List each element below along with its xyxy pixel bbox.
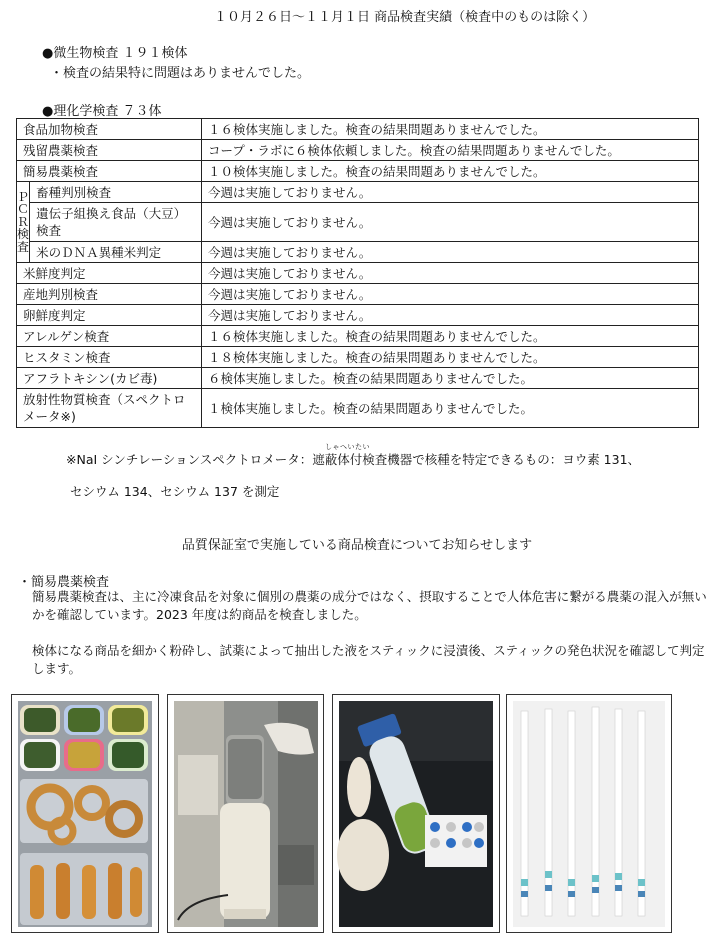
footnote-line-2: セシウム 134、セシウム 137 を測定 [70, 484, 280, 499]
row-result: １０検体実施しました。検査の結果問題ありませんでした。 [202, 161, 699, 182]
table-row [17, 203, 699, 242]
frozen-foods-image [12, 695, 158, 932]
notice-title: 品質保証室で実施している商品検査についてお知らせします [181, 538, 533, 553]
row-name: アフラトキシン(カビ毒) [17, 368, 202, 389]
pcr-label-text: Ｐ Ｃ Ｒ 検 査 [17, 189, 30, 254]
row-result: 今週は実施しておりません。 [202, 305, 699, 326]
table-row [17, 161, 699, 182]
row-result: 今週は実施しておりません。 [202, 242, 699, 263]
row-name: アレルゲン検査 [17, 326, 202, 347]
photo-blender [167, 694, 324, 933]
photo-test-tube [332, 694, 500, 933]
photo-frozen-foods [11, 694, 159, 933]
table-row [17, 389, 699, 428]
row-name: 畜種判別検査 [30, 182, 202, 203]
row-name: ヒスタミン検査 [17, 347, 202, 368]
table-row [17, 347, 699, 368]
simple-paragraph-2: 検体になる商品を細かく粉砕し、試薬によって抽出した液をスティックに浸漬後、スティックの発色状況を確認して判定します。 [32, 643, 705, 676]
row-result: １６検体実施しました。検査の結果問題ありませんでした。 [202, 326, 699, 347]
simple-heading: ・簡易農薬検査 [18, 575, 110, 590]
table-row [17, 368, 699, 389]
test-strips-image [507, 695, 671, 932]
row-name: 遺伝子組換え食品（大豆）検査 [30, 203, 202, 242]
pcr-label [17, 182, 30, 263]
row-result: １８検体実施しました。検査の結果問題ありませんでした。 [202, 347, 699, 368]
row-name: 簡易農薬検査 [17, 161, 202, 182]
ruby-annotation: しゃへいたい [325, 443, 370, 451]
simple-paragraph-1: 簡易農薬検査は、主に冷凍食品を対象に個別の農薬の成分ではなく、摂取することで人体危害に繋がる農薬の混入が無いかを確認しています。2023 年度は約商品を検査しました。 [32, 589, 707, 622]
table-row [17, 326, 699, 347]
row-result: １６検体実施しました。検査の結果問題ありませんでした。 [202, 119, 699, 140]
row-result: ６検体実施しました。検査の結果問題ありませんでした。 [202, 368, 699, 389]
row-result: 今週は実施しておりません。 [202, 263, 699, 284]
row-name: 米鮮度判定 [17, 263, 202, 284]
micro-result: ・検査の結果特に問題はありませんでした。 [50, 66, 311, 81]
row-name: 米のＤＮＡ異種米判定 [30, 242, 202, 263]
photo-test-strips [506, 694, 672, 933]
chem-heading: ●理化学検査 ７３体 [42, 104, 162, 119]
page-title: １０月２６日～１１月１日 商品検査実績（検査中のものは除く） [214, 10, 596, 25]
blender-image [168, 695, 323, 932]
row-name: 卵鮮度判定 [17, 305, 202, 326]
row-name: 食品加物検査 [17, 119, 202, 140]
footnote-line-1: ※NaI シンチレーションスペクトロメータ：遮蔽体付検査機器で核種を特定できるもの：ヨウ素 131、 [66, 452, 641, 467]
table-row [17, 284, 699, 305]
table-row [17, 242, 699, 263]
row-name: 放射性物質検査（スペクトロメータ※) [17, 389, 202, 428]
table-row [17, 119, 699, 140]
table-row [17, 140, 699, 161]
table-row [17, 305, 699, 326]
table-row [17, 263, 699, 284]
row-result: １検体実施しました。検査の結果問題ありませんでした。 [202, 389, 699, 428]
row-result: 今週は実施しておりません。 [202, 203, 699, 242]
row-result: コープ・ラボに６検体依頼しました。検査の結果問題ありませんでした。 [202, 140, 699, 161]
test-tube-image [333, 695, 499, 932]
table-row [17, 182, 699, 203]
row-name: 残留農薬検査 [17, 140, 202, 161]
row-result: 今週は実施しておりません。 [202, 182, 699, 203]
inspection-table [16, 118, 699, 428]
micro-heading: ●微生物検査 １９１検体 [42, 46, 188, 61]
row-name: 産地判別検査 [17, 284, 202, 305]
row-result: 今週は実施しておりません。 [202, 284, 699, 305]
